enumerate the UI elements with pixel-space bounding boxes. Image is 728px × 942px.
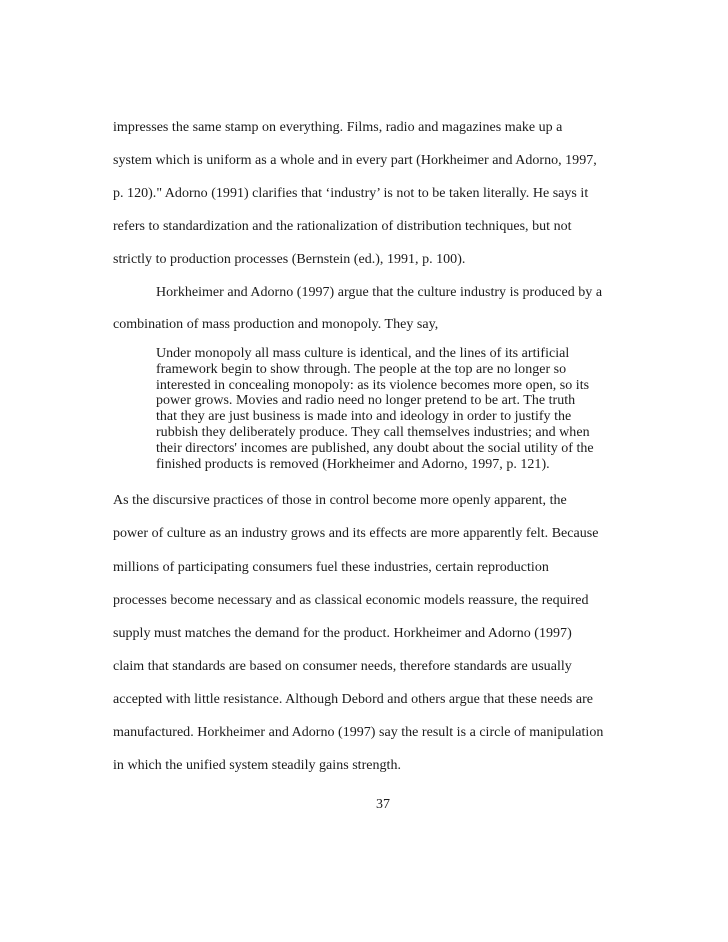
body-line: system which is uniform as a whole and in every part (Horkheimer and Adorno, 1997, <box>113 153 597 168</box>
block-quote-line: finished products is removed (Horkheimer and Adorno, 1997, p. 121). <box>156 456 550 472</box>
body-line: p. 120)." Adorno (1991) clarifies that ‘industry’ is not to be taken literally. He says it <box>113 186 589 201</box>
paragraph-start-line: Horkheimer and Adorno (1997) argue that the culture industry is produced by a <box>156 285 603 300</box>
block-quote-line: power grows. Movies and radio need no longer pretend to be art. The truth <box>156 393 576 409</box>
body-line: millions of participating consumers fuel these industries, certain reproduction <box>113 560 549 575</box>
body-line: combination of mass production and monopoly. They say, <box>113 317 439 332</box>
body-line: processes become necessary and as classical economic models reassure, the required <box>113 593 589 608</box>
body-line: strictly to production processes (Bernstein (ed.), 1991, p. 100). <box>113 252 466 267</box>
body-line: in which the unified system steadily gains strength. <box>113 758 401 773</box>
block-quote-line: their directors' incomes are published, any doubt about the social utility of the <box>156 440 594 456</box>
body-line: As the discursive practices of those in control become more openly apparent, the <box>113 493 567 508</box>
block-quote <box>156 346 594 472</box>
body-line: supply must matches the demand for the product. Horkheimer and Adorno (1997) <box>113 626 572 641</box>
block-quote-line: rubbish they deliberately produce. They call themselves industries; and when <box>156 424 590 440</box>
body-line: claim that standards are based on consumer needs, therefore standards are usually <box>113 659 572 674</box>
body-line: impresses the same stamp on everything. Films, radio and magazines make up a <box>113 120 563 135</box>
body-line: accepted with little resistance. Although Debord and others argue that these needs are <box>113 692 594 707</box>
block-quote-line: that they are just business is made into and ideology in order to justify the <box>156 409 572 425</box>
body-line: refers to standardization and the rationalization of distribution techniques, but not <box>113 219 572 234</box>
page-number: 37 <box>376 797 390 812</box>
body-line: manufactured. Horkheimer and Adorno (1997) say the result is a circle of manipulation <box>113 725 604 740</box>
block-quote-line: interested in concealing monopoly: as its violence becomes more open, so its <box>156 377 590 393</box>
block-quote-line: Under monopoly all mass culture is identical, and the lines of its artificial <box>156 346 570 361</box>
block-quote-line: framework begin to show through. The people at the top are no longer so <box>156 361 567 377</box>
body-line: power of culture as an industry grows and its effects are more apparently felt. Because <box>113 526 599 541</box>
